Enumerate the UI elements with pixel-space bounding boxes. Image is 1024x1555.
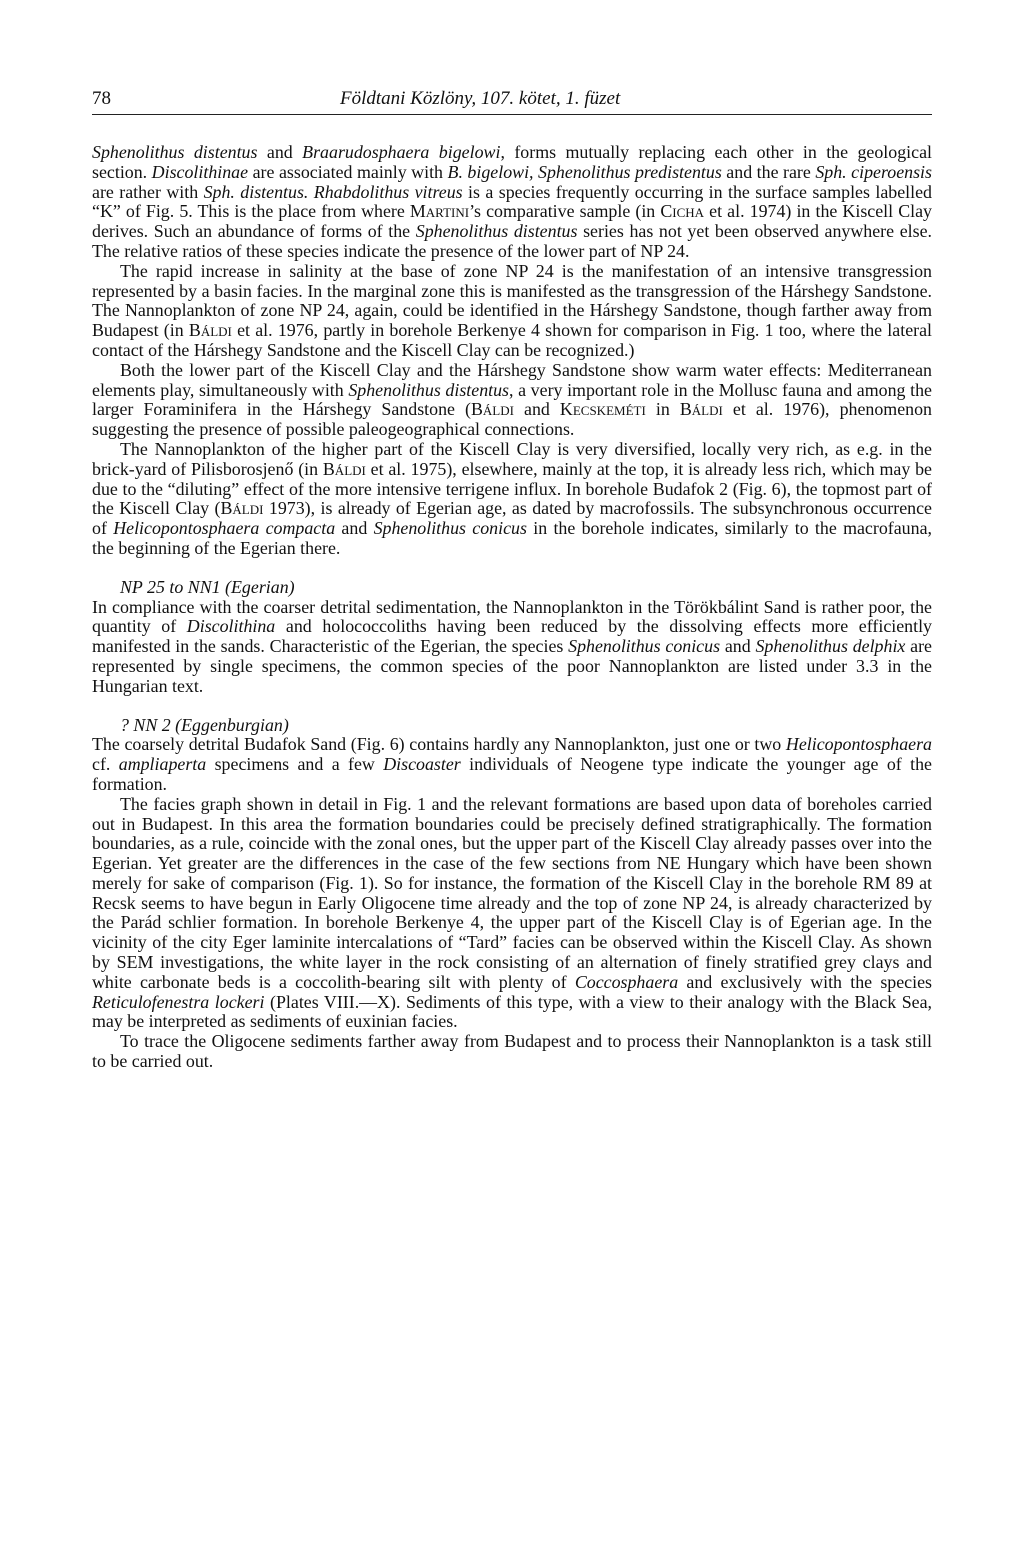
author-name: Báldi xyxy=(220,498,264,519)
italic-term: Sph. distentus. Rhabdolithus vitreus xyxy=(203,181,463,202)
paragraph: The rapid increase in salinity at the base of zone NP 24 is the manifestation of an intensive transgression represented by a basin facies. In the marginal zone this is manifested as the transgression of the Hárshegy Sandstone. The Nannoplankton of zone NP 24, again, could be identified in the Hárshegy Sandstone, though farther away from Budapest (in Báldi et al. 1976, partly in borehole Berkenye 4 shown for comparison in Fig. 1 too, where the lateral contact of the Hárshegy Sandstone and the Kiscell Clay can be recognized.) xyxy=(92,260,932,360)
italic-term: B. bigelowi, Sphenolithus predistentus xyxy=(447,161,722,182)
italic-term: Helicopontosphaera xyxy=(785,734,932,755)
author-name: Martini xyxy=(409,201,470,222)
section-heading: NP 25 to NN1 (Egerian) xyxy=(120,576,295,597)
author-name: Báldi xyxy=(679,399,723,420)
italic-term: Discoaster xyxy=(383,754,461,775)
italic-term: Reticulofenestra lockeri xyxy=(92,991,265,1012)
running-title: Földtani Közlöny, 107. kötet, 1. füzet xyxy=(340,88,621,109)
italic-term: Discolithinae xyxy=(151,161,249,182)
paragraph: The coarsely detrital Budafok Sand (Fig. 6) contains hardly any Nannoplankton, just one or two Helicopontosphaera cf. ampliaperta specimens and a few Discoaster individuals of Neogene type indicate the younger age of the formation. xyxy=(92,734,932,794)
paragraph: Sphenolithus distentus and Braarudosphaera bigelowi, forms mutually replacing each other in the geological section. Discolithinae are associated mainly with B. bigelowi, Sphenolithus predistentus and the rare Sph. ciperoensis are rather with Sph. distentus. Rhabdolithus vitreus is a species frequently occurring in the surface samples labelled “K” of Fig. 5. This is the place from where Martini’s comparative sample (in Cicha et al. 1974) in the Kiscell Clay derives. Such an abundance of forms of the Sphenolithus distentus series has not yet been observed anywhere else. The relative ratios of these species indicate the presence of the lower part of NP 24. xyxy=(92,142,932,261)
page-number: 78 xyxy=(92,88,111,109)
paragraph: Both the lower part of the Kiscell Clay and the Hárshegy Sandstone show warm water effects: Mediterranean elements play, simultaneously with Sphenolithus distentus, a very important role in the Mollusc fauna and among the larger Foraminifera in the Hárshegy Sandstone (Báldi and Kecskeméti in Báldi et al. 1976), phenomenon suggesting the presence of possible paleogeographical connections. xyxy=(92,359,932,440)
italic-term: Discolithina xyxy=(186,616,276,637)
author-name: Báldi xyxy=(322,458,366,479)
italic-term: Sphenolithus delphix xyxy=(755,636,906,657)
author-name: Báldi xyxy=(188,320,232,341)
author-name: Báldi xyxy=(470,399,514,420)
italic-term: Helicopontosphaera compacta xyxy=(113,518,336,539)
italic-term: Sphenolithus distentus xyxy=(348,379,510,400)
italic-term: ampliaperta xyxy=(118,754,207,775)
italic-term: Sphenolithus conicus xyxy=(373,518,527,539)
section-heading: ? NN 2 (Eggenburgian) xyxy=(120,714,289,735)
italic-term: Sphenolithus distentus xyxy=(92,142,258,162)
author-name: Kecskeméti xyxy=(559,399,646,420)
italic-term: Sphenolithus conicus xyxy=(568,636,721,657)
paragraph: To trace the Oligocene sediments farther away from Budapest and to process their Nannoplankton is a task still to be carried out. xyxy=(92,1031,932,1072)
page-header xyxy=(92,88,932,115)
paragraph: The facies graph shown in detail in Fig. 1 and the relevant formations are based upon data of boreholes carried out in Budapest. In this area the formation boundaries could be precisely defined stratigraphically. The formation boundaries, as a rule, coincide with the zonal ones, but the upper part of the Kiscell Clay already passes over into the Egerian. Yet greater are the differences in the case of the few sections from NE Hungary which have been shown merely for sake of comparison (Fig. 1). So for instance, the formation of the Kiscell Clay in the borehole RM 89 at Recsk seems to have begun in Early Oligocene time already and the top of zone NP 24, is already characterized by the Parád schlier formation. In borehole Berkenye 4, the upper part of the Kiscell Clay is of Egerian age. In the vicinity of the city Eger laminite intercalations of “Tard” facies can be observed within the Kiscell Clay. As shown by SEM investigations, the white layer in the rock consisting of an alternation of finely stratified grey clays and white carbonate beds is a coccolith-bearing silt with plenty of Coccosphaera and exclusively with the species Reticulofenestra lockeri (Plates VIII.—X). Sediments of this type, with a view to their analogy with the Black Sea, may be interpreted as sediments of euxinian facies. xyxy=(92,793,933,1032)
article-body xyxy=(92,143,932,1072)
italic-term: Braarudosphaera bigelowi xyxy=(302,142,501,162)
italic-term: Sphenolithus distentus xyxy=(415,221,578,242)
italic-term: Sph. ciperoensis xyxy=(815,161,932,182)
author-name: Cicha xyxy=(660,201,705,222)
italic-term: Coccosphaera xyxy=(574,971,679,992)
paragraph: In compliance with the coarser detrital sedimentation, the Nannoplankton in the Törökbálint Sand is rather poor, the quantity of Discolithina and holococcoliths having been reduced by the dissolving effects more efficiently manifested in the sands. Characteristic of the Egerian, the species Sphenolithus conicus and Sphenolithus delphix are represented by single specimens, the common species of the poor Nannoplankton are listed under 3.3 in the Hungarian text. xyxy=(92,596,932,696)
paragraph: The Nannoplankton of the higher part of the Kiscell Clay is very diversified, locally very rich, as e.g. in the brick-yard of Pilisborosjenő (in Báldi et al. 1975), elsewhere, mainly at the top, it is already less rich, which may be due to the “diluting” effect of the more intensive terrigene influx. In borehole Budafok 2 (Fig. 6), the topmost part of the Kiscell Clay (Báldi 1973), is already of Egerian age, as dated by macrofossils. The subsynchronous occurrence of Helicopontosphaera compacta and Sphenolithus conicus in the borehole indicates, similarly to the macrofauna, the beginning of the Egerian there. xyxy=(92,438,932,558)
